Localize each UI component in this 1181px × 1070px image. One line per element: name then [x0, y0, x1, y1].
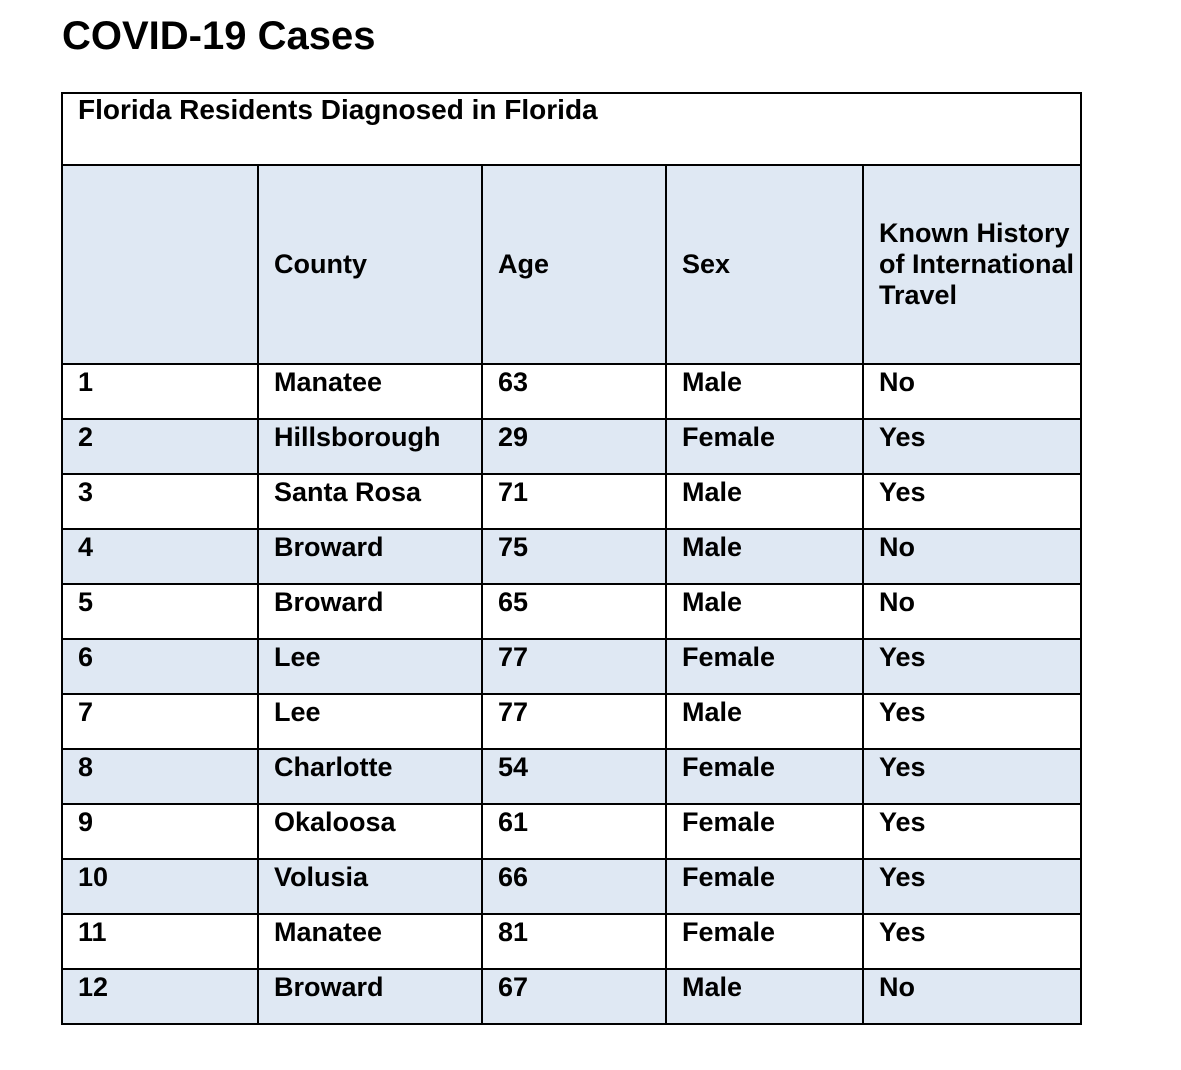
- cell-county: Broward: [258, 529, 482, 584]
- cell-county: Volusia: [258, 859, 482, 914]
- cell-case-number: 5: [62, 584, 258, 639]
- cell-age: 65: [482, 584, 666, 639]
- cell-case-number: 7: [62, 694, 258, 749]
- cell-international-travel: Yes: [863, 639, 1081, 694]
- cell-international-travel: No: [863, 969, 1081, 1024]
- cell-international-travel: Yes: [863, 694, 1081, 749]
- cell-international-travel: Yes: [863, 749, 1081, 804]
- cell-case-number: 4: [62, 529, 258, 584]
- header-cell-sex: Sex: [666, 165, 863, 364]
- table-row: [62, 584, 1081, 639]
- header-cell-case-number: [62, 165, 258, 364]
- cell-age: 61: [482, 804, 666, 859]
- cell-case-number: 6: [62, 639, 258, 694]
- cell-county: Charlotte: [258, 749, 482, 804]
- cell-case-number: 12: [62, 969, 258, 1024]
- cell-international-travel: No: [863, 364, 1081, 419]
- table-caption: Florida Residents Diagnosed in Florida: [62, 93, 1081, 165]
- cell-case-number: 3: [62, 474, 258, 529]
- cell-age: 75: [482, 529, 666, 584]
- cell-sex: Female: [666, 914, 863, 969]
- table-row: [62, 804, 1081, 859]
- cell-case-number: 10: [62, 859, 258, 914]
- table-row: [62, 694, 1081, 749]
- cell-county: Broward: [258, 969, 482, 1024]
- cell-age: 81: [482, 914, 666, 969]
- cell-sex: Female: [666, 859, 863, 914]
- cell-age: 63: [482, 364, 666, 419]
- cell-county: Manatee: [258, 364, 482, 419]
- cell-international-travel: No: [863, 529, 1081, 584]
- cell-international-travel: Yes: [863, 419, 1081, 474]
- header-cell-age: Age: [482, 165, 666, 364]
- cell-age: 54: [482, 749, 666, 804]
- cell-sex: Male: [666, 364, 863, 419]
- table-row: [62, 474, 1081, 529]
- cell-age: 29: [482, 419, 666, 474]
- cell-sex: Female: [666, 639, 863, 694]
- cell-international-travel: Yes: [863, 914, 1081, 969]
- table-row: [62, 749, 1081, 804]
- cell-case-number: 9: [62, 804, 258, 859]
- cell-sex: Male: [666, 969, 863, 1024]
- cell-sex: Female: [666, 749, 863, 804]
- cell-county: Lee: [258, 639, 482, 694]
- table-row: [62, 639, 1081, 694]
- cell-county: Hillsborough: [258, 419, 482, 474]
- cell-case-number: 8: [62, 749, 258, 804]
- cell-international-travel: Yes: [863, 804, 1081, 859]
- table-header-row: [62, 165, 1081, 364]
- cell-sex: Female: [666, 419, 863, 474]
- cell-county: Lee: [258, 694, 482, 749]
- cell-sex: Male: [666, 584, 863, 639]
- cell-case-number: 1: [62, 364, 258, 419]
- cell-age: 66: [482, 859, 666, 914]
- cell-age: 67: [482, 969, 666, 1024]
- table-row: [62, 969, 1081, 1024]
- cell-sex: Male: [666, 529, 863, 584]
- page-title: COVID-19 Cases: [62, 14, 376, 58]
- cell-sex: Male: [666, 474, 863, 529]
- cell-age: 77: [482, 694, 666, 749]
- cell-county: Manatee: [258, 914, 482, 969]
- cell-case-number: 11: [62, 914, 258, 969]
- table-row: [62, 914, 1081, 969]
- covid-cases-table: [61, 92, 1082, 1025]
- cell-age: 77: [482, 639, 666, 694]
- table-row: [62, 859, 1081, 914]
- cell-international-travel: No: [863, 584, 1081, 639]
- cell-county: Okaloosa: [258, 804, 482, 859]
- header-cell-county: County: [258, 165, 482, 364]
- cell-sex: Male: [666, 694, 863, 749]
- table-caption-row: [62, 93, 1081, 165]
- table-row: [62, 364, 1081, 419]
- header-cell-international-travel: Known History of International Travel: [863, 165, 1081, 364]
- cell-international-travel: Yes: [863, 859, 1081, 914]
- cell-sex: Female: [666, 804, 863, 859]
- cell-international-travel: Yes: [863, 474, 1081, 529]
- table-row: [62, 419, 1081, 474]
- cell-case-number: 2: [62, 419, 258, 474]
- table-row: [62, 529, 1081, 584]
- cell-age: 71: [482, 474, 666, 529]
- cell-county: Broward: [258, 584, 482, 639]
- cell-county: Santa Rosa: [258, 474, 482, 529]
